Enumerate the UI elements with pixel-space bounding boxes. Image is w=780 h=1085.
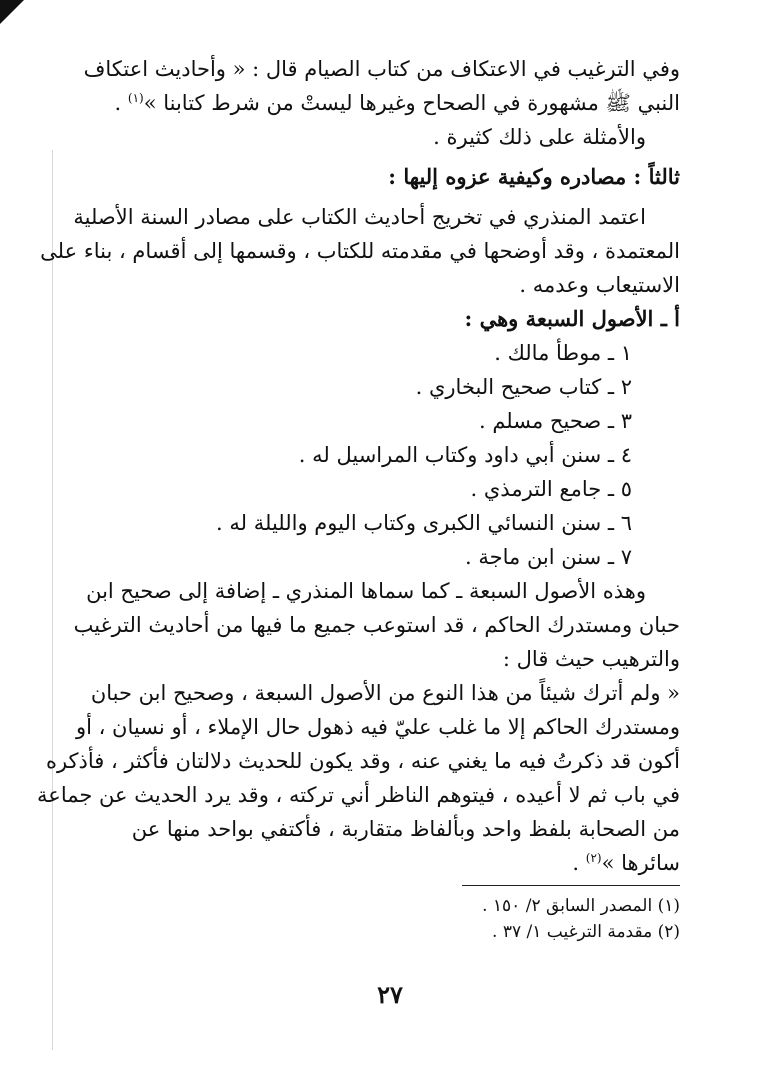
- page-binding-shadow: [52, 150, 53, 1050]
- footnote-separator: [462, 885, 680, 886]
- quote-line-text: سائرها »: [601, 851, 680, 875]
- paragraph-line: المعتمدة ، وقد أوضحها في مقدمته للكتاب ، وقسمها إلى أقسام ، بناء على: [40, 239, 680, 263]
- quote-line: في باب ثم لا أعيده ، فيتوهم الناظر أني تركته ، وقد يرد الحديث عن جماعة: [37, 783, 680, 807]
- footnote-ref-1[interactable]: (١): [127, 91, 144, 105]
- body-line: وفي الترغيب في الاعتكاف من كتاب الصيام قال : « وأحاديث اعتكاف: [83, 57, 680, 81]
- paragraph-line: اعتمد المنذري في تخريج أحاديث الكتاب على مصادر السنة الأصلية: [73, 205, 646, 229]
- body-line: والأمثلة على ذلك كثيرة .: [433, 125, 646, 149]
- list-item: ٢ ـ كتاب صحيح البخاري .: [415, 375, 632, 399]
- paragraph-line: والترهيب حيث قال :: [502, 647, 680, 671]
- list-item: ٥ ـ جامع الترمذي .: [470, 477, 632, 501]
- quote-end-mark: .: [572, 851, 580, 875]
- quote-line: [120, 846, 680, 880]
- page-corner-mark: [0, 0, 24, 24]
- paragraph-line: الاستيعاب وعدمه .: [519, 273, 680, 297]
- list-item: ٧ ـ سنن ابن ماجة .: [465, 545, 632, 569]
- footnotes: [120, 893, 680, 945]
- footnote-ref-2[interactable]: (٢): [585, 851, 602, 865]
- list-item: ٣ ـ صحيح مسلم .: [478, 409, 632, 433]
- subheading: أ ـ الأصول السبعة وهي :: [464, 306, 680, 331]
- quote-line: « ولم أترك شيئاً من هذا النوع من الأصول السبعة ، وصحيح ابن حبان: [90, 681, 680, 705]
- body-line: النبي ﷺ مشهورة في الصحاح وغيرها ليستْ من شرط كتابنا »$^{(١)}$ .: [114, 91, 680, 115]
- footnote-1: (١) المصدر السابق ٢/ ١٥٠ .: [482, 896, 680, 916]
- paragraph-line: حبان ومستدرك الحاكم ، قد استوعب جميع ما فيها من أحاديث الترغيب: [73, 613, 680, 637]
- quote-line: ومستدرك الحاكم إلا ما غلب عليّ فيه ذهول حال الإملاء ، أو نسيان ، أو: [75, 715, 680, 739]
- list-item: ١ ـ موطأ مالك .: [494, 341, 632, 365]
- page-number: ٢٧: [377, 980, 403, 1009]
- body-line-text: النبي ﷺ مشهورة في الصحاح وغيرها ليستْ من شرط كتابنا »: [143, 91, 680, 115]
- footnote-2: (٢) مقدمة الترغيب ١/ ٣٧ .: [492, 922, 680, 942]
- paragraph-line: وهذه الأصول السبعة ـ كما سماها المنذري ـ إضافة إلى صحيح ابن: [86, 579, 646, 603]
- quote-line: أكون قد ذكرتُ فيه ما يغني عنه ، وقد يكون للحديث دلالتان فأكثر ، فأذكره: [45, 749, 680, 773]
- list-item: ٦ ـ سنن النسائي الكبرى وكتاب اليوم والليلة له .: [216, 511, 632, 535]
- quote-line: من الصحابة بلفظ واحد وبألفاظ متقاربة ، فأكتفي بواحد منها عن: [131, 817, 680, 841]
- document-body: [37, 52, 680, 880]
- section-heading: ثالثاً : مصادره وكيفية عزوه إليها :: [388, 164, 680, 189]
- list-item: ٤ ـ سنن أبي داود وكتاب المراسيل له .: [298, 443, 632, 467]
